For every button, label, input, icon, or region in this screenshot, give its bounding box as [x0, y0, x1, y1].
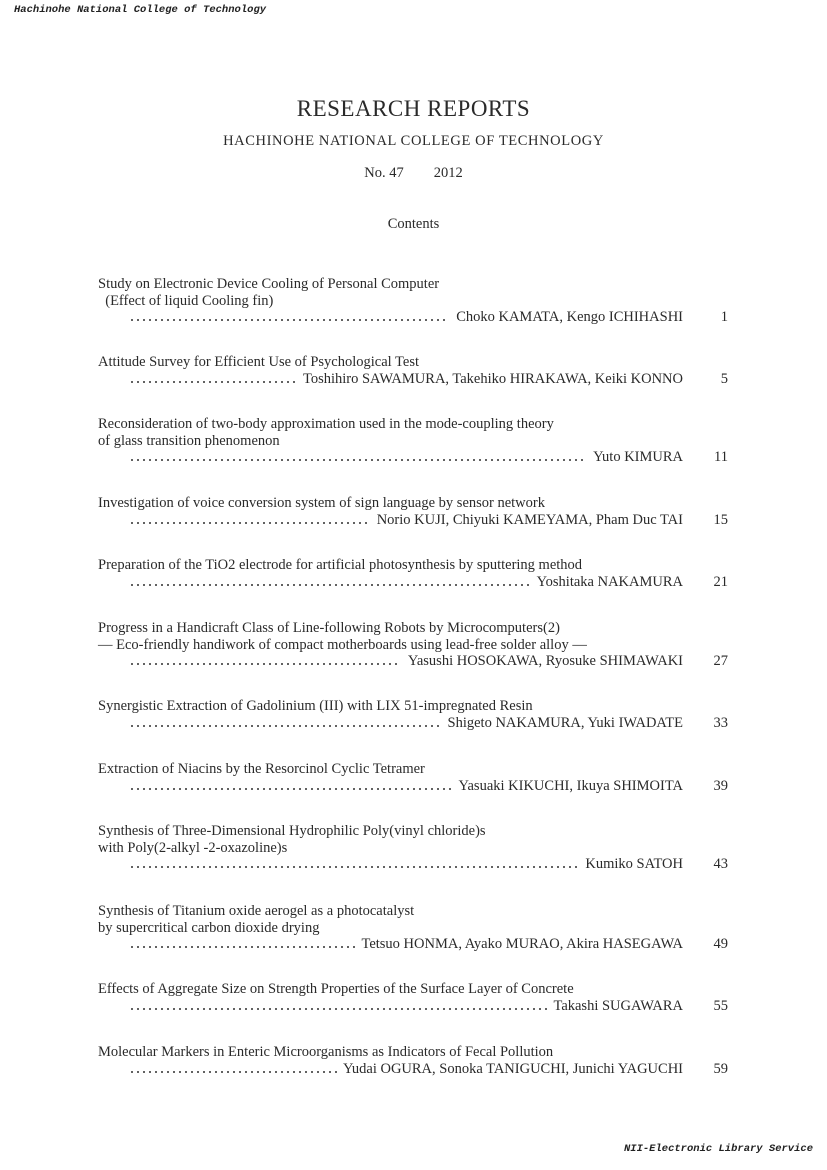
- report-title: RESEARCH REPORTS: [296, 96, 531, 121]
- toc-entry-page-number: 27: [713, 653, 728, 669]
- toc-entry-authors: Takashi SUGAWARA: [553, 997, 683, 1014]
- toc-entry-page-number: 49: [713, 936, 728, 952]
- toc-entry-authors: Yasuaki KIKUCHI, Ikuya SHIMOITA: [458, 777, 683, 794]
- dot-leader: [129, 584, 531, 586]
- contents-heading: Contents: [387, 216, 440, 232]
- dot-leader: [129, 459, 585, 461]
- issue-number: No. 47: [364, 165, 404, 181]
- toc-entry[interactable]: [98, 1044, 728, 1078]
- toc-entry-authors: Yuto KIMURA: [593, 449, 683, 465]
- toc-entry-title: Synergistic Extraction of Gadolinium (III) with LIX 51-impregnated Resin: [98, 698, 533, 714]
- dot-leader: [129, 725, 441, 727]
- toc-entry-page-number: 39: [713, 777, 728, 794]
- dot-leader: [129, 381, 297, 383]
- issue-year: 2012: [433, 165, 463, 181]
- toc-entry[interactable]: [98, 557, 728, 591]
- dot-leader: [129, 866, 579, 868]
- toc-entry[interactable]: [98, 761, 728, 795]
- toc-entry-authors: Shigeto NAKAMURA, Yuki IWADATE: [447, 714, 683, 731]
- toc-entry[interactable]: [98, 495, 728, 529]
- toc-entry-title: Attitude Survey for Efficient Use of Psychological Test: [98, 354, 420, 370]
- toc-entry-title: Progress in a Handicraft Class of Line-following Robots by Microcomputers(2): [98, 620, 560, 636]
- toc-entry[interactable]: [98, 903, 728, 953]
- dot-leader: [129, 1008, 549, 1010]
- toc-entry-title: Preparation of the TiO2 electrode for artificial photosynthesis by sputtering method: [98, 557, 583, 573]
- toc-entry-title: Study on Electronic Device Cooling of Personal Computer: [98, 276, 440, 292]
- issue-line: [0, 165, 827, 182]
- toc-entry-title: Effects of Aggregate Size on Strength Properties of the Surface Layer of Concrete: [98, 981, 574, 997]
- toc-entry-page-number: 59: [713, 1060, 728, 1077]
- toc-entry-title: (Effect of liquid Cooling fin): [98, 292, 274, 309]
- toc-entry-authors: Yasushi HOSOKAWA, Ryosuke SHIMAWAKI: [407, 653, 683, 669]
- dot-leader: [129, 946, 357, 948]
- dot-leader: [129, 522, 369, 524]
- toc-entry-page-number: 15: [713, 511, 728, 528]
- toc-entry-authors: Yudai OGURA, Sonoka TANIGUCHI, Junichi YAGUCHI: [343, 1060, 683, 1077]
- toc-entry-authors: Toshihiro SAWAMURA, Takehiko HIRAKAWA, Keiki KONNO: [302, 370, 683, 387]
- toc-entry[interactable]: [98, 354, 728, 388]
- dot-leader: [129, 1071, 339, 1073]
- toc-entry[interactable]: [98, 276, 728, 326]
- toc-entry-page-number: 5: [720, 370, 728, 387]
- toc-entry-title: Molecular Markers in Enteric Microorganisms as Indicators of Fecal Pollution: [98, 1044, 554, 1060]
- dot-leader: [129, 319, 447, 321]
- toc-entry-title: Synthesis of Three-Dimensional Hydrophilic Poly(vinyl chloride)s: [98, 823, 486, 839]
- toc-entry[interactable]: [98, 620, 728, 670]
- toc-entry-title: Extraction of Niacins by the Resorcinol Cyclic Tetramer: [98, 761, 425, 777]
- toc-entry-title: Synthesis of Titanium oxide aerogel as a photocatalyst: [98, 903, 415, 919]
- toc-entry[interactable]: [98, 823, 728, 873]
- toc-entry-authors: Tetsuo HONMA, Ayako MURAO, Akira HASEGAWA: [361, 936, 683, 952]
- toc-entry-title: Investigation of voice conversion system of sign language by sensor network: [98, 495, 545, 511]
- college-name: HACHINOHE NATIONAL COLLEGE OF TECHNOLOGY: [223, 133, 604, 149]
- toc-entry-authors: Norio KUJI, Chiyuki KAMEYAMA, Pham Duc TAI: [376, 511, 683, 528]
- toc-entry-title: — Eco-friendly handiwork of compact motherboards using lead-free solder alloy —: [98, 636, 587, 653]
- toc-entry-page-number: 21: [713, 573, 728, 590]
- toc-entry-authors: Yoshitaka NAKAMURA: [536, 573, 683, 590]
- toc-entry-page-number: 33: [713, 714, 728, 731]
- library-stamp-top: Hachinohe National College of Technology: [14, 4, 267, 16]
- toc-entry-title: by supercritical carbon dioxide drying: [98, 919, 320, 936]
- toc-entry[interactable]: [98, 981, 728, 1015]
- toc-entry-title: with Poly(2-alkyl -2-oxazoline)s: [98, 839, 288, 856]
- toc-entry-page-number: 55: [713, 997, 728, 1014]
- toc-entry-title: Reconsideration of two-body approximation used in the mode-coupling theory: [98, 416, 554, 432]
- toc-entry-page-number: 1: [720, 309, 728, 325]
- dot-leader: [129, 663, 399, 665]
- library-stamp-bottom: NII-Electronic Library Service: [623, 1143, 813, 1155]
- toc-entry-authors: Kumiko SATOH: [585, 856, 683, 872]
- toc-entry-page-number: 43: [713, 856, 728, 872]
- toc-entry-authors: Choko KAMATA, Kengo ICHIHASHI: [456, 309, 683, 325]
- dot-leader: [129, 788, 453, 790]
- toc-entry[interactable]: [98, 416, 728, 466]
- toc-entry-title: of glass transition phenomenon: [98, 432, 280, 449]
- toc-entry-page-number: 11: [714, 449, 728, 465]
- toc-entry[interactable]: [98, 698, 728, 732]
